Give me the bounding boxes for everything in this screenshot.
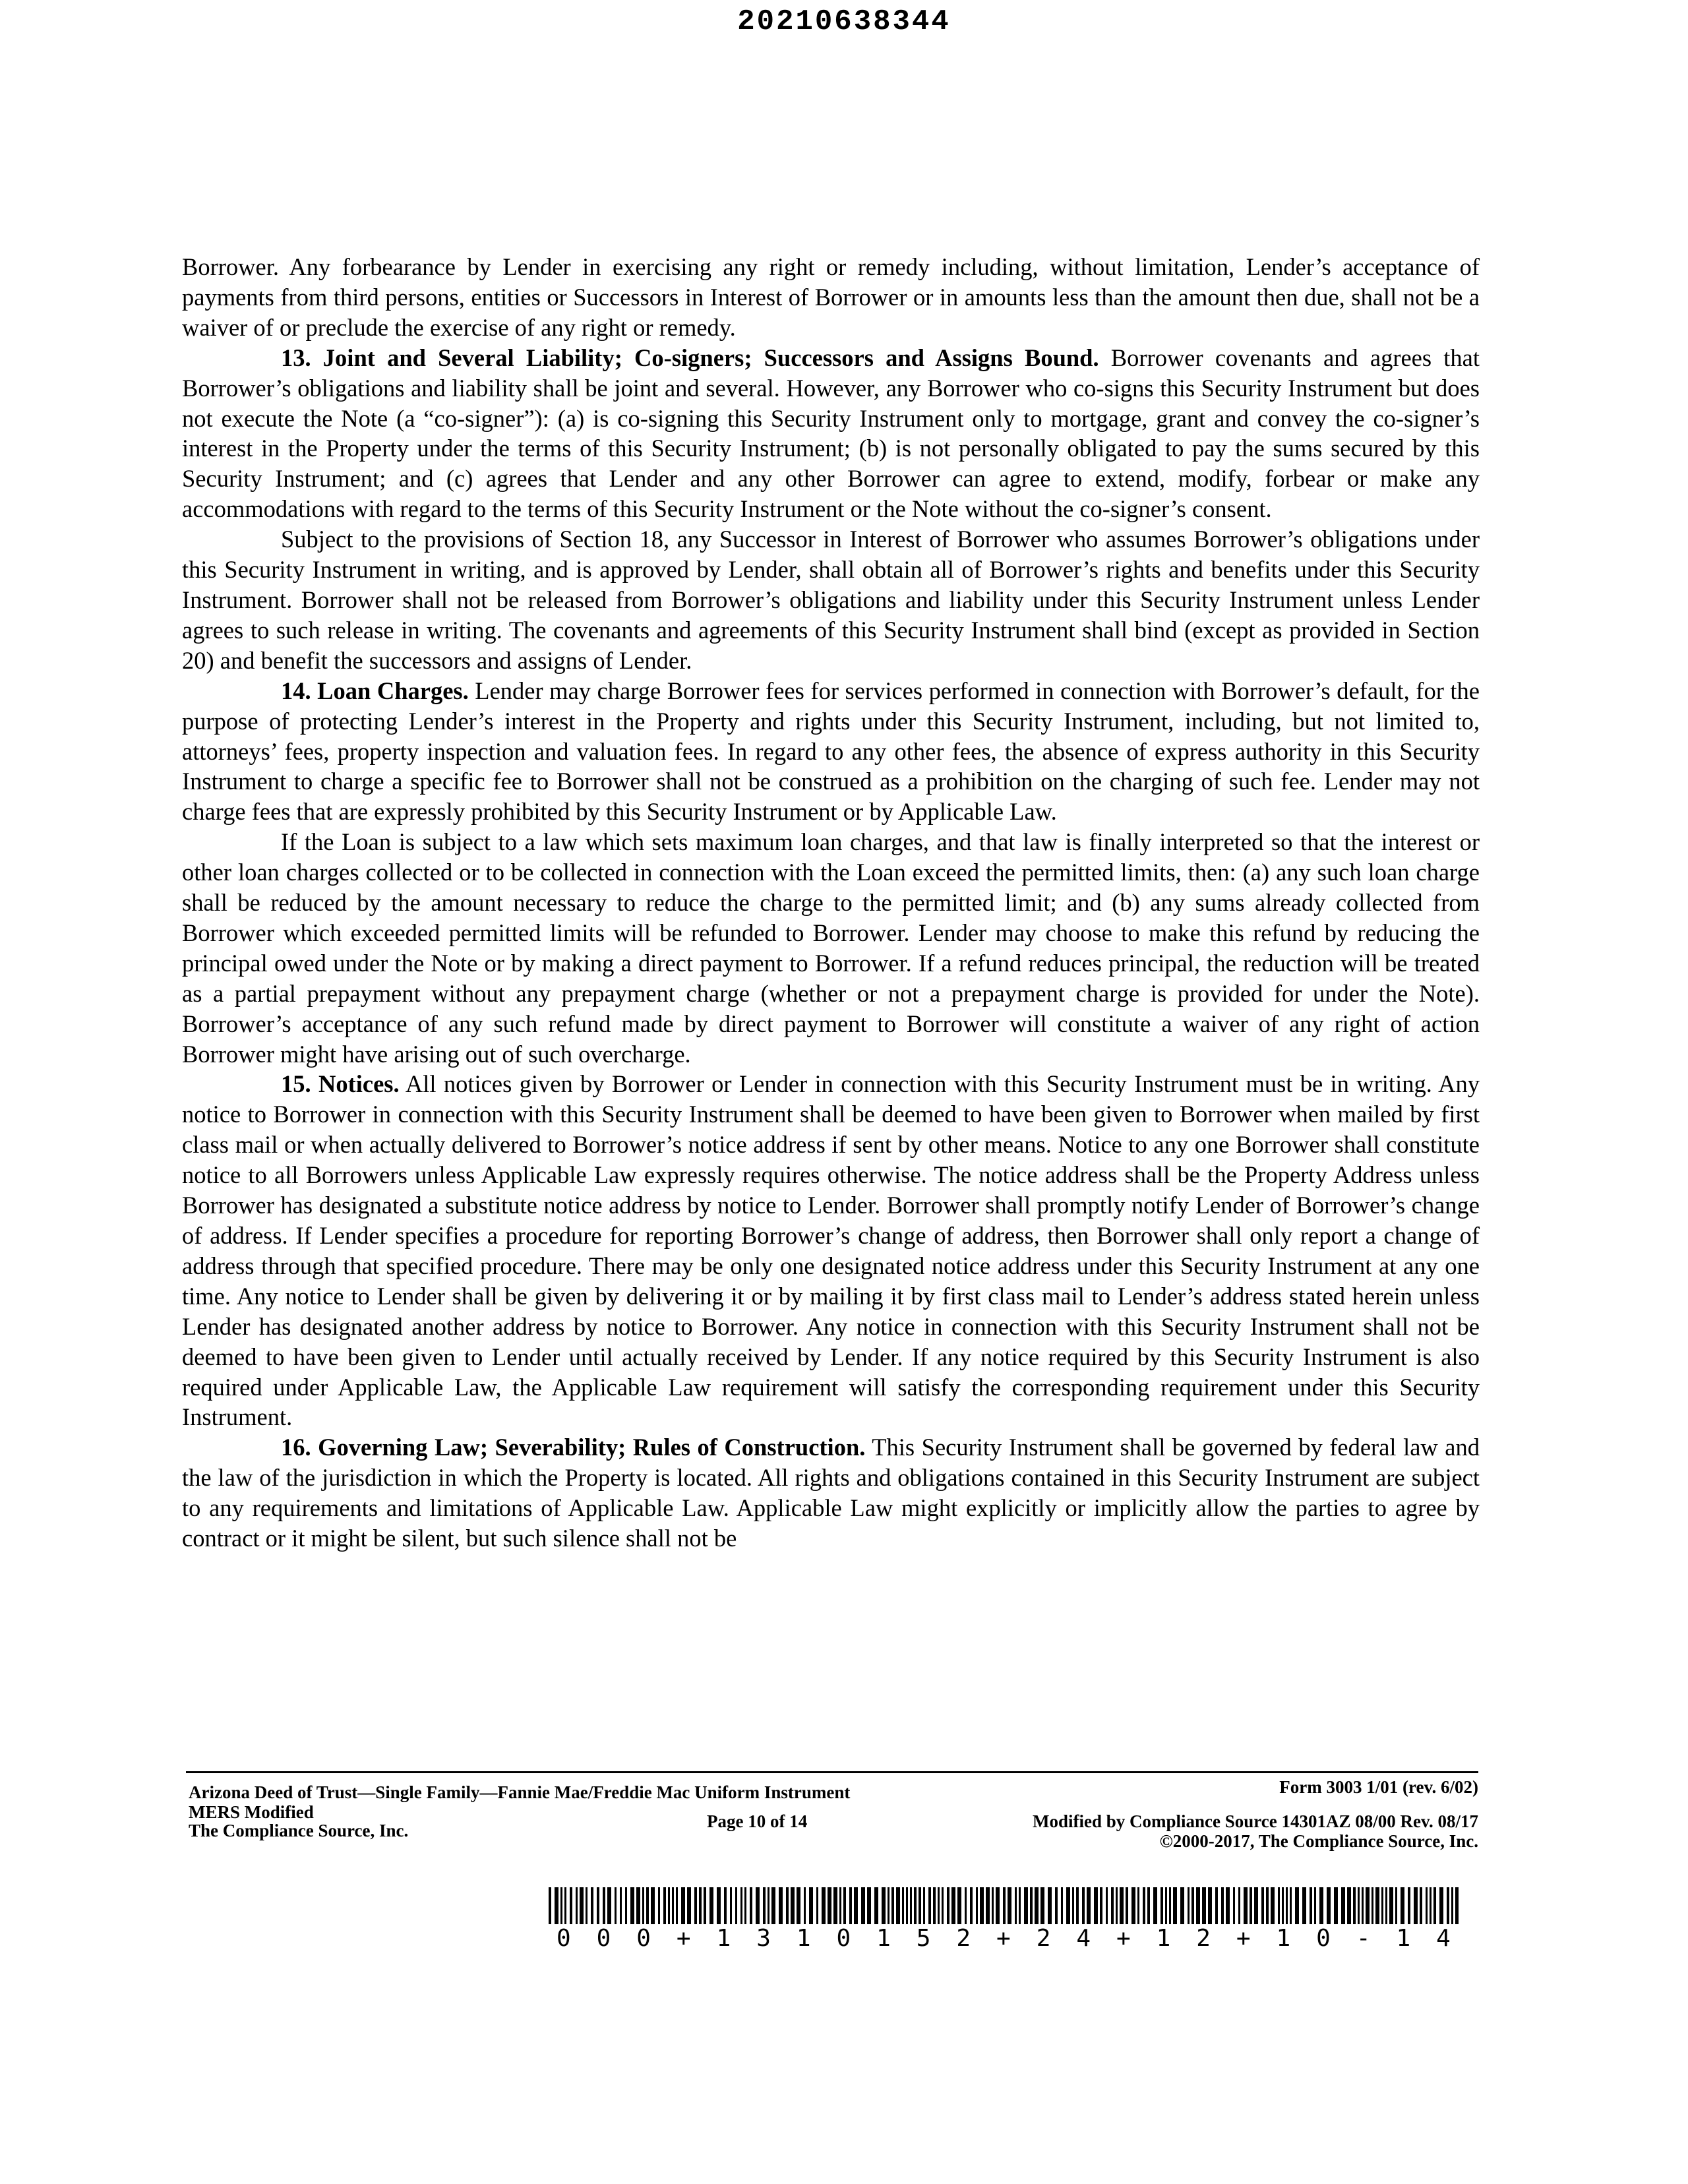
section-13-heading: 13. Joint and Several Liability; Co-signers; Successors and Assigns Bound. <box>281 344 1099 371</box>
paragraph-text: Borrower. Any forbearance by Lender in exercising any right or remedy including, without limitation, Lender’s acceptance of payments from third persons, entities or Successors in Interest of Borrower or in amounts less than the amount then due, shall not be a waiver of or preclude the exercise of any right or remedy. <box>182 253 1480 341</box>
barcode-digit: + <box>676 1925 691 1952</box>
barcode-digit: 5 <box>916 1925 931 1952</box>
section-13-subparagraph <box>182 524 1480 676</box>
footer-row-4 <box>186 1831 1478 1867</box>
barcode-digit: 1 <box>796 1925 811 1952</box>
barcode-digit: 4 <box>1076 1925 1091 1952</box>
footer-modified-by: Modified by Compliance Source 14301AZ 08/00 Rev. 08/17 <box>1032 1811 1478 1831</box>
paragraph-continuation <box>182 252 1480 343</box>
footer-page-number: Page 10 of 14 <box>707 1811 808 1831</box>
section-14-subparagraph <box>182 827 1480 1069</box>
barcode-digits <box>549 1926 1459 1952</box>
barcode-digit: 1 <box>1276 1925 1291 1952</box>
barcode <box>549 1887 1459 1924</box>
barcode-digit: 0 <box>836 1925 851 1952</box>
section-14-heading: 14. Loan Charges. <box>281 677 469 704</box>
barcode-digit: 2 <box>1196 1925 1211 1952</box>
footer-company: The Compliance Source, Inc. <box>189 1821 409 1840</box>
barcode-digit: + <box>996 1925 1011 1952</box>
section-15-paragraph <box>182 1069 1480 1432</box>
barcode-digit: - <box>1356 1925 1371 1952</box>
footer-form-title: Arizona Deed of Trust—Single Family—Fannie Mae/Freddie Mac Uniform Instrument <box>189 1782 851 1802</box>
paragraph-text: Subject to the provisions of Section 18, any Successor in Interest of Borrower who assumes Borrower’s obligations under this Security Instrument in writing, and is approved by Lender, shall obtain all of Borrower’s rights and benefits under this Security Instrument. Borrower shall not be released from Borrower’s obligations and liability under this Security Instrument unless Lender agrees to such release in writing. The covenants and agreements of this Security Instrument shall bind (except as provided in Section 20) and benefit the successors and assigns of Lender. <box>182 526 1480 674</box>
paragraph-text: This Security Instrument shall be governed by federal law and the law of the jurisdiction in which the Property is located. All rights and obligations contained in this Security Instrument are subject to any requirements and limitations of Applicable Law. Applicable Law might explicitly or implicitly allow the parties to agree by contract or it might be silent, but such silence shall not be <box>182 1434 1480 1552</box>
barcode-digit: 1 <box>1156 1925 1171 1952</box>
paragraph-text: Lender may charge Borrower fees for services performed in connection with Borrower’s default, for the purpose of protecting Lender’s interest in the Property and rights under this Security Instrument, including, but not limited to, attorneys’ fees, property inspection and valuation fees. In regard to any other fees, the absence of express authority in this Security Instrument to charge a specific fee to Borrower shall not be construed as a prohibition on the charging of such fee. Lender may not charge fees that are expressly prohibited by this Security Instrument or by Applicable Law. <box>182 677 1480 826</box>
barcode-digit: 0 <box>636 1925 651 1952</box>
footer-form-number: Form 3003 1/01 (rev. 6/02) <box>1279 1777 1478 1797</box>
barcode-digit: 0 <box>596 1925 611 1952</box>
document-body <box>182 252 1480 1554</box>
barcode-digit: 4 <box>1436 1925 1451 1952</box>
barcode-digit: 0 <box>1316 1925 1331 1952</box>
section-13-paragraph <box>182 343 1480 524</box>
barcode-digit: 2 <box>956 1925 971 1952</box>
form-footer <box>186 1771 1478 1867</box>
paragraph-text: Borrower covenants and agrees that Borrower’s obligations and liability shall be joint and several. However, any Borrower who co-signs this Security Instrument but does not execute the Note (a “co-signer”): (a) is co-signing this Security Instrument only to mortgage, grant and convey the co-signer’s interest in the Property under the terms of this Security Instrument; (b) is not personally obligated to pay the sums secured by this Security Instrument; and (c) agrees that Lender and any other Borrower can agree to extend, modify, forbear or make any accommodations with regard to the terms of this Security Instrument or the Note without the co-signer’s consent. <box>182 344 1480 523</box>
barcode-digit: 3 <box>756 1925 771 1952</box>
section-16-paragraph <box>182 1432 1480 1554</box>
footer-mers: MERS Modified <box>189 1802 314 1822</box>
footer-copyright: ©2000-2017, The Compliance Source, Inc. <box>1159 1831 1478 1851</box>
barcode-digit: 1 <box>1396 1925 1411 1952</box>
barcode-digit: + <box>1236 1925 1251 1952</box>
footer-row-1 <box>186 1777 1478 1800</box>
barcode-digit: 2 <box>1036 1925 1051 1952</box>
section-14-paragraph <box>182 676 1480 828</box>
barcode-digit: 0 <box>557 1925 571 1952</box>
section-16-heading: 16. Governing Law; Severability; Rules of Construction. <box>281 1434 866 1461</box>
document-number: 20210638344 <box>737 5 951 38</box>
barcode-block <box>549 1887 1459 1952</box>
barcode-digit: 1 <box>716 1925 731 1952</box>
barcode-digit: 1 <box>876 1925 891 1952</box>
section-15-heading: 15. Notices. <box>281 1070 400 1098</box>
paragraph-text: If the Loan is subject to a law which sets maximum loan charges, and that law is finally interpreted so that the interest or other loan charges collected or to be collected in connection with the Loan exceed the permitted limits, then: (a) any such loan charge shall be reduced by the amount necessary to reduce the charge to the permitted limit; and (b) any sums already collected from Borrower which exceeded permitted limits will be refunded to Borrower. Lender may choose to make this refund by reducing the principal owed under the Note or by making a direct payment to Borrower. If a refund reduces principal, the reduction will be treated as a partial prepayment without any prepayment charge (whether or not a prepayment charge is provided for under the Note). Borrower’s acceptance of any such refund made by direct payment to Borrower will constitute a waiver of any right of action Borrower might have arising out of such overcharge. <box>182 828 1480 1068</box>
barcode-digit: + <box>1116 1925 1131 1952</box>
paragraph-text: All notices given by Borrower or Lender in connection with this Security Instrument must be in writing. Any notice to Borrower in connection with this Security Instrument shall be deemed to have been given to Borrower when mailed by first class mail or when actually delivered to Borrower’s notice address if sent by other means. Notice to any one Borrower shall constitute notice to all Borrowers unless Applicable Law expressly requires otherwise. The notice address shall be the Property Address unless Borrower has designated a substitute notice address by notice to Lender. Borrower shall promptly notify Lender of Borrower’s change of address. If Lender specifies a procedure for reporting Borrower’s change of address, then Borrower shall only report a change of address through that specified procedure. There may be only one designated notice address under this Security Instrument at any one time. Any notice to Lender shall be given by delivering it or by mailing it by first class mail to Lender’s address stated herein unless Lender has designated another address by notice to Borrower. Any notice in connection with this Security Instrument shall not be deemed to have been given to Lender until actually received by Lender. If any notice required by this Security Instrument is also required under Applicable Law, the Applicable Law requirement will satisfy the corresponding requirement under this Security Instrument. <box>182 1070 1480 1431</box>
